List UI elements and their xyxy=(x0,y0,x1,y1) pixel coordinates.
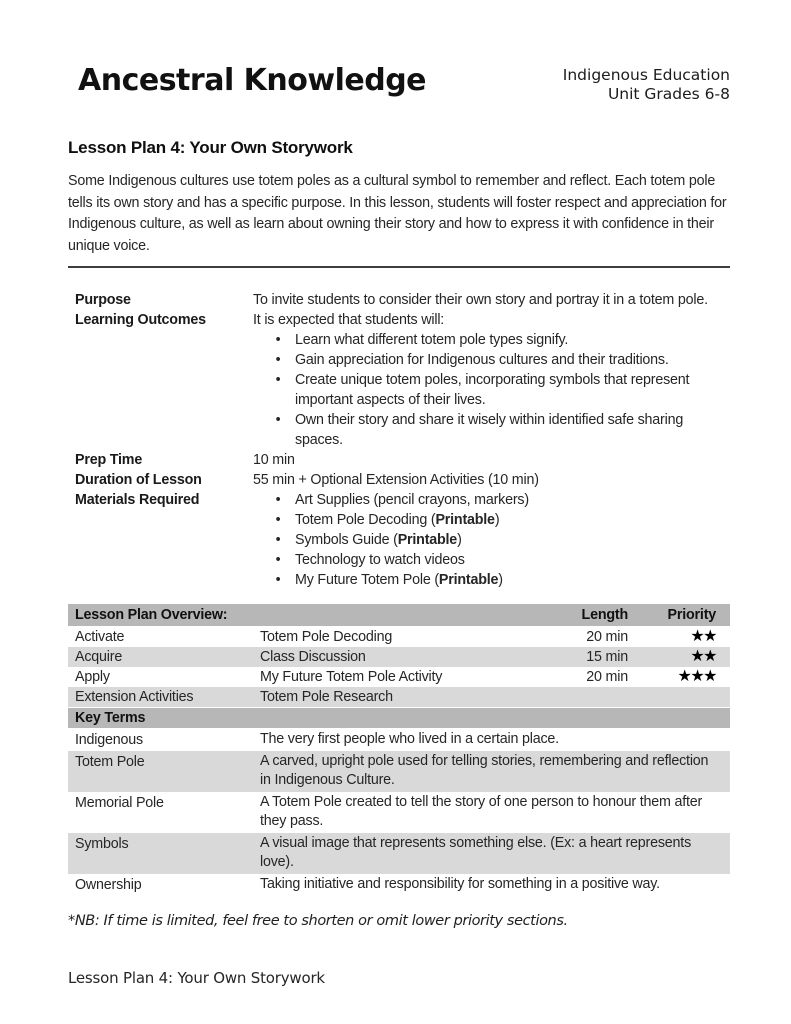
table-row xyxy=(68,729,730,751)
length-column-header: Length xyxy=(581,607,628,623)
outcome-text: Gain appreciation for Indigenous cultures and their traditions. xyxy=(295,352,669,368)
bullet-icon: • xyxy=(275,372,281,388)
material-text: Technology to watch videos xyxy=(295,552,465,568)
material-text: Art Supplies (pencil crayons, markers) xyxy=(295,492,529,508)
unit-info xyxy=(563,64,730,104)
phase-cell: Extension Activities xyxy=(75,689,194,705)
table-row xyxy=(68,687,730,707)
key-terms-header-row xyxy=(68,708,730,728)
bullet-icon: • xyxy=(275,512,281,528)
outcomes-intro: It is expected that students will: xyxy=(253,312,445,328)
bullet-icon: • xyxy=(275,492,281,508)
materials-list xyxy=(253,490,730,590)
phase-cell: Acquire xyxy=(75,649,123,665)
list-item xyxy=(253,370,730,410)
outcome-text: Create unique totem poles, incorporating symbols that represent important aspects of their lives. xyxy=(295,372,690,408)
duration-label: Duration of Lesson xyxy=(75,472,202,488)
bullet-icon: • xyxy=(275,532,281,548)
materials-label: Materials Required xyxy=(75,492,200,508)
intro-paragraph: Some Indigenous cultures use totem poles as a cultural symbol to remember and reflect. Each totem pole tells its own story and has a specific purpose. In this lesson, students will foster respect and appreciation for Indigenous culture, as well as learn about owning their story and how to express it with confidence in their unique voice. xyxy=(68,171,730,268)
brand-title: Ancestral Knowledge xyxy=(78,63,427,98)
prep-time-label: Prep Time xyxy=(75,452,143,468)
activity-cell: Totem Pole Decoding xyxy=(260,629,393,645)
term-cell: Indigenous xyxy=(75,732,143,748)
definition-cell: A Totem Pole created to tell the story of one person to honour them after they pass. xyxy=(260,793,703,829)
material-text: Symbols Guide (Printable) xyxy=(295,532,462,548)
definition-cell: A carved, upright pole used for telling stories, remembering and reflection in Indigenous Culture. xyxy=(260,752,709,788)
overview-table xyxy=(68,604,730,895)
phase-cell: Activate xyxy=(75,629,125,645)
outcome-text: Own their story and share it wisely within identified safe sharing spaces. xyxy=(295,412,684,448)
lesson-title: Lesson Plan 4: Your Own Storywork xyxy=(68,138,353,157)
unit-line-2: Unit Grades 6-8 xyxy=(607,85,730,103)
activity-cell: Totem Pole Research xyxy=(260,689,393,705)
definition-cell: A visual image that represents something else. (Ex: a heart represents love). xyxy=(260,834,692,870)
materials-value xyxy=(253,490,730,590)
priority-stars: ★★ xyxy=(690,648,716,665)
length-cell: 15 min xyxy=(586,649,628,665)
bullet-icon: • xyxy=(275,332,281,348)
unit-line-1: Indigenous Education xyxy=(562,66,730,84)
priority-footnote: *NB: If time is limited, feel free to shorten or omit lower priority sections. xyxy=(68,913,568,929)
length-cell: 20 min xyxy=(586,669,628,685)
activity-cell: My Future Totem Pole Activity xyxy=(260,669,443,685)
material-text: Totem Pole Decoding (Printable) xyxy=(295,512,500,528)
table-row xyxy=(68,751,730,792)
phase-cell: Apply xyxy=(75,669,110,685)
list-item xyxy=(253,410,730,450)
priority-stars: ★★★ xyxy=(677,668,716,685)
outcome-text: Learn what different totem pole types signify. xyxy=(295,332,569,348)
term-cell: Ownership xyxy=(75,876,142,893)
definition-cell: The very first people who lived in a certain place. xyxy=(260,731,559,747)
list-item xyxy=(253,490,730,510)
bullet-icon: • xyxy=(275,572,281,588)
outcomes-label: Learning Outcomes xyxy=(75,312,206,328)
key-terms-title: Key Terms xyxy=(75,710,146,726)
outcomes-value xyxy=(253,310,730,450)
table-row xyxy=(68,667,730,687)
document-header xyxy=(68,64,730,104)
bullet-icon: • xyxy=(275,352,281,368)
material-text: My Future Totem Pole (Printable) xyxy=(295,572,503,588)
length-cell: 20 min xyxy=(586,629,628,645)
definition-cell: Taking initiative and responsibility for something in a positive way. xyxy=(260,875,660,892)
activity-cell: Class Discussion xyxy=(260,649,366,665)
table-row xyxy=(68,647,730,667)
list-item xyxy=(253,350,730,370)
list-item xyxy=(253,530,730,550)
table-row xyxy=(68,833,730,874)
overview-title: Lesson Plan Overview: xyxy=(75,607,228,623)
list-item xyxy=(253,510,730,530)
term-cell: Symbols xyxy=(75,835,129,852)
table-row xyxy=(68,792,730,833)
term-cell: Totem Pole xyxy=(75,753,145,770)
table-row xyxy=(68,874,730,896)
lesson-details xyxy=(68,290,730,590)
duration-value: 55 min + Optional Extension Activities (10 min) xyxy=(253,472,539,488)
table-row xyxy=(68,627,730,647)
overview-header-row xyxy=(68,604,730,626)
bullet-icon: • xyxy=(275,412,281,428)
list-item xyxy=(253,570,730,590)
priority-column-header: Priority xyxy=(667,607,716,623)
purpose-text: To invite students to consider their own story and portray it in a totem pole. xyxy=(253,292,708,308)
footer-text: Lesson Plan 4: Your Own Storywork xyxy=(68,969,325,987)
bullet-icon: • xyxy=(275,552,281,568)
purpose-label: Purpose xyxy=(75,292,131,308)
priority-stars: ★★ xyxy=(690,628,716,645)
list-item xyxy=(253,330,730,350)
prep-time-value: 10 min xyxy=(253,452,295,468)
term-cell: Memorial Pole xyxy=(75,794,164,811)
outcomes-list xyxy=(253,330,730,450)
list-item xyxy=(253,550,730,570)
